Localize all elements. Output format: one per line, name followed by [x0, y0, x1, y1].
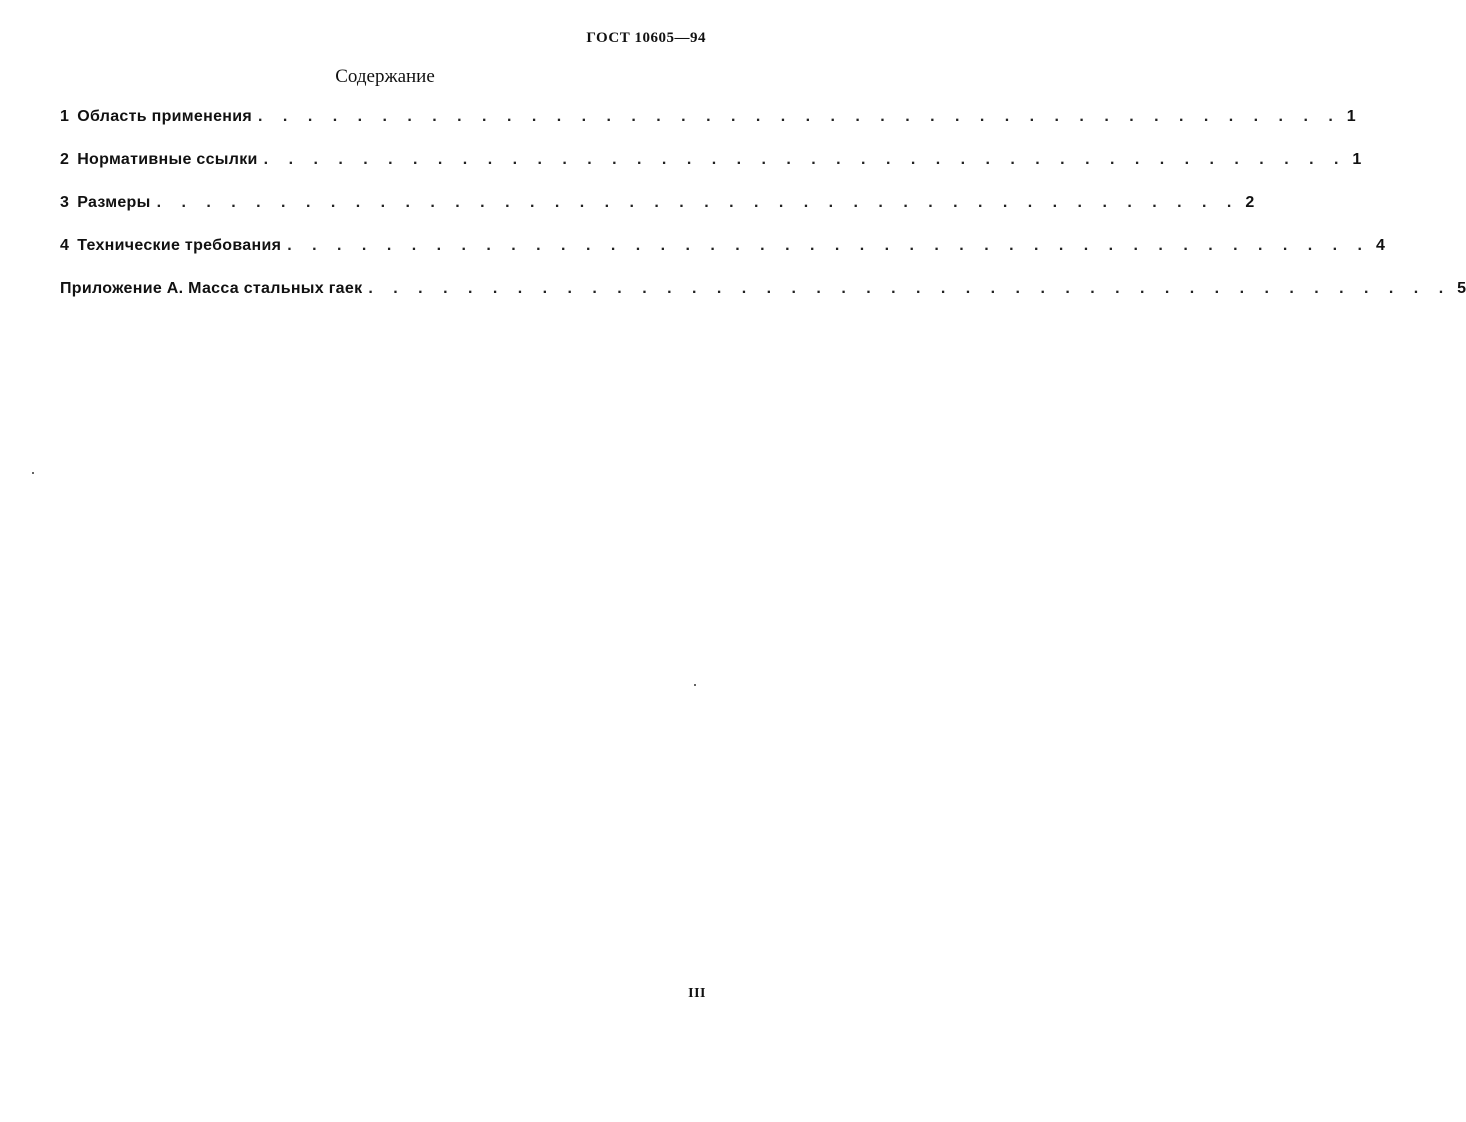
document-number: ГОСТ 10605—94 — [586, 30, 706, 46]
toc-entry-text: Нормативные ссылки — [77, 151, 258, 168]
scan-speck — [32, 472, 34, 474]
toc-entry[interactable] — [60, 151, 1362, 194]
table-of-contents — [60, 108, 1466, 323]
dot-leader: . . . . . . . . . . . . . . . . . . . . . . . . . . . . . . . . . . . . . . . . . . . . — [263, 151, 1347, 168]
toc-entry-label — [60, 280, 368, 298]
toc-entry-number: 4 — [60, 237, 70, 254]
toc-entry-text: Приложение А. Масса стальных гаек — [60, 280, 363, 297]
toc-entry[interactable] — [60, 237, 1386, 280]
scan-speck — [694, 684, 696, 686]
toc-entry[interactable] — [60, 108, 1356, 151]
toc-entry-label — [60, 108, 258, 126]
dot-leader: . . . . . . . . . . . . . . . . . . . . . . . . . . . . . . . . . . . . . . . . . . . . — [287, 237, 1370, 254]
dot-leader: . . . . . . . . . . . . . . . . . . . . . . . . . . . . . . . . . . . . . . . . . . . . — [156, 194, 1240, 211]
toc-entry-text: Размеры — [77, 194, 151, 211]
toc-entry-text: Область применения — [77, 108, 253, 125]
toc-entry-number: 3 — [60, 194, 70, 211]
toc-entry-label — [60, 151, 264, 169]
page-number: III — [688, 986, 706, 1001]
toc-entry[interactable] — [60, 280, 1466, 323]
dot-leader: . . . . . . . . . . . . . . . . . . . . . . . . . . . . . . . . . . . . . . . . . . . . — [258, 108, 1341, 125]
toc-entry-page: 5 — [1451, 280, 1466, 298]
toc-title: Содержание — [335, 66, 435, 87]
dot-leader: . . . . . . . . . . . . . . . . . . . . . . . . . . . . . . . . . . . . . . . . . . . . — [368, 280, 1452, 297]
toc-entry-page: 4 — [1370, 237, 1385, 255]
toc-entry-label — [60, 237, 287, 255]
toc-entry-page: 2 — [1239, 194, 1254, 212]
toc-entry-text: Технические требования — [77, 237, 282, 254]
toc-entry-label — [60, 194, 157, 212]
toc-entry-page: 1 — [1346, 151, 1361, 169]
toc-entry-number: 1 — [60, 108, 70, 125]
toc-entry[interactable] — [60, 194, 1255, 237]
toc-entry-page: 1 — [1341, 108, 1356, 126]
toc-entry-number: 2 — [60, 151, 70, 168]
